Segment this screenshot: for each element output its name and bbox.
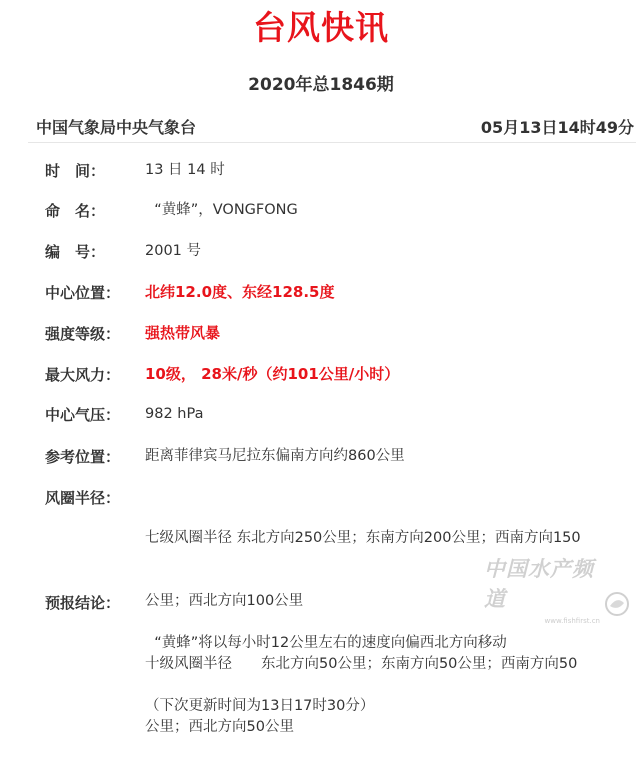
field-label: 中心位置：: [45, 284, 121, 302]
agency-name: 中国气象局中央气象台: [36, 118, 197, 137]
radius-line: 七级风圈半径 东北方向250公里；东南方向200公里；西南方向150: [145, 530, 581, 546]
field-label: 命 名：: [45, 202, 106, 220]
field-value: 2001 号: [145, 243, 202, 259]
forecast-line: （下次更新时间为13日17时30分）: [145, 698, 375, 714]
field-label: 风圈半径：: [45, 489, 121, 507]
field-label: 强度等级：: [45, 325, 121, 343]
forecast-line: “黄蜂”将以每小时12公里左右的速度向偏西北方向移动: [145, 635, 507, 651]
field-value: “黄蜂”，VONGFONG: [145, 202, 298, 218]
page-title: 台风快讯: [253, 8, 389, 47]
field-label: 编 号：: [45, 243, 106, 261]
issue-number: 2020年总1846期: [248, 75, 394, 95]
radius-line: 十级风圈半径 东北方向50公里；东南方向50公里；西南方向50: [145, 656, 578, 672]
watermark-logo-icon: [604, 591, 630, 617]
field-value: 距离菲律宾马尼拉东偏南方向约860公里: [145, 448, 405, 464]
field-label: 时 间：: [45, 162, 106, 180]
watermark-text: 中国水产频道: [484, 557, 594, 611]
radius-line: 公里；西北方向50公里: [145, 719, 294, 735]
watermark: [484, 557, 634, 627]
field-label: 中心气压：: [45, 406, 121, 424]
field-value: 982 hPa: [145, 406, 204, 422]
header-divider: [28, 142, 636, 143]
field-label: 参考位置：: [45, 448, 121, 466]
field-value: 13 日 14 时: [145, 162, 225, 178]
radius-line: 公里；西北方向100公里: [145, 593, 304, 609]
field-label: 最大风力：: [45, 366, 121, 384]
field-value: 强热带风暴: [145, 324, 221, 342]
field-value: 北纬12.0度、东经128.5度: [145, 283, 335, 301]
field-label: 预报结论：: [45, 594, 121, 612]
issue-time: 05月13日14时49分: [480, 118, 634, 137]
field-value: 10级， 28米/秒（约101公里/小时）: [145, 365, 400, 383]
watermark-url: www.fishfirst.cn: [544, 617, 600, 625]
